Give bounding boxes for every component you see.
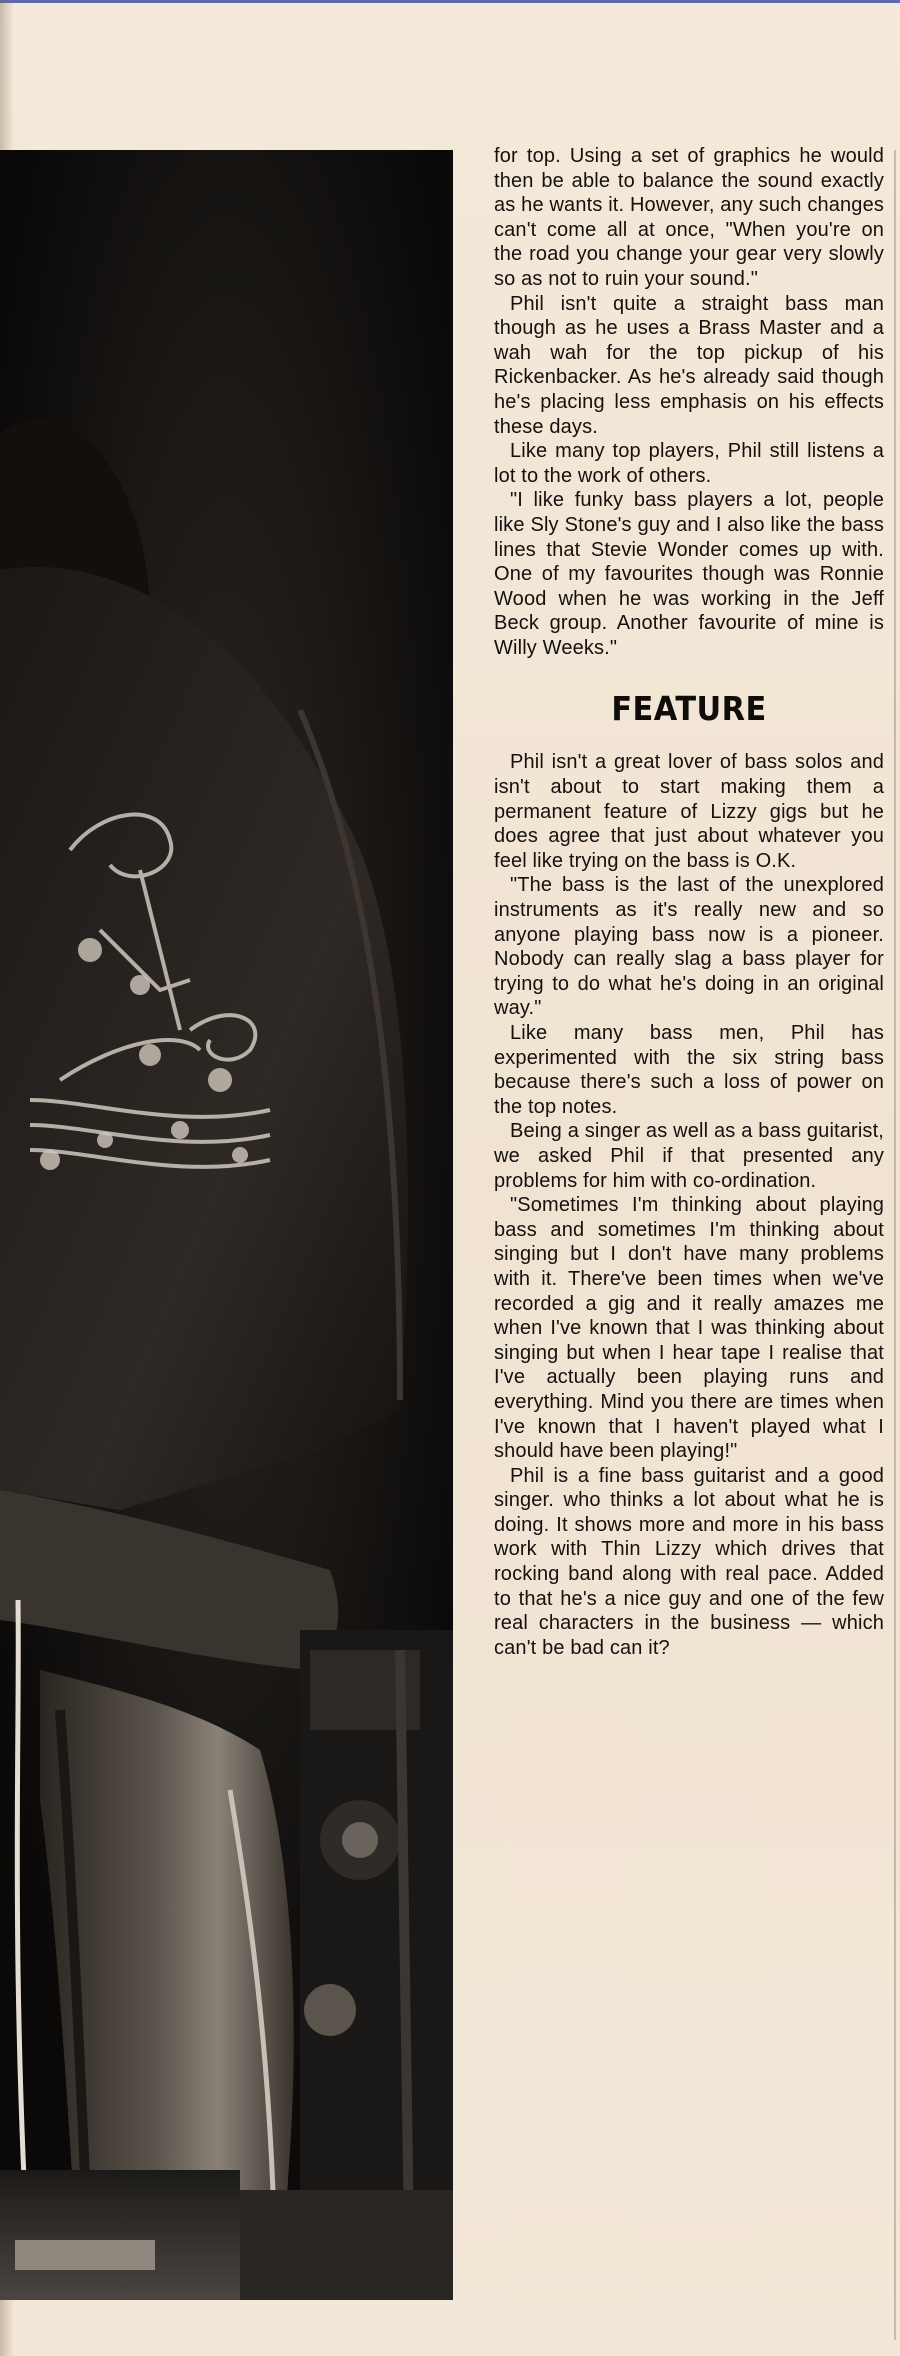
page-top-edge	[0, 0, 900, 3]
article-paragraph: Being a singer as well as a bass guitarist, we asked Phil if that presented any problems for him with co-ordination.	[494, 1120, 884, 1192]
article-paragraph: for top. Using a set of graphics he would then be able to balance the sound exactly as he wants it. However, any such changes can't come all at once, "When you're on the road you change your gear very slowly so as not to ruin your sound."	[494, 145, 884, 290]
article-paragraph: Phil is a fine bass guitarist and a good singer. who thinks a lot about what he is doing. It shows more and more in his bass work with Thin Lizzy which drives that rocking band along with real pace. Added to that he's a nice guy and one of the few real characters in the business — which can't be bad can it?	[494, 1464, 884, 1659]
article-paragraph: "I like funky bass players a lot, people like Sly Stone's guy and I also like the bass lines that Stevie Wonder comes up with. One of my favourites though was Ronnie Wood when he was working in the Jeff Beck group. Another favourite of mine is Willy Weeks."	[494, 489, 884, 659]
bass-player-photo	[0, 150, 453, 2300]
column-edge-rule	[894, 150, 896, 2340]
section-subheading: FEATURE	[611, 689, 767, 729]
article-paragraph: Phil isn't a great lover of bass solos and isn't about to start making them a permanent feature of Lizzy gigs but he does agree that just about whatever you feel like trying on the bass is O.K.	[494, 751, 884, 872]
article-paragraph: "Sometimes I'm thinking about playing bass and sometimes I'm thinking about singing but I don't have many problems with it. There've been times when we've recorded a gig and it really amazes me when I've known that I was thinking about singing but when I hear tape I realise that I've actually been playing runs and everything. Mind you there are times when I've known that I haven't played what I should have been playing!"	[494, 1194, 884, 1463]
article-paragraph: Phil isn't quite a straight bass man though as he uses a Brass Master and a wah wah for the top pickup of his Rickenbacker. As he's already said though he's placing less emphasis on his effects these days.	[494, 292, 884, 438]
photo-illustration	[0, 150, 453, 2300]
article-column	[494, 144, 884, 1660]
article-paragraph: Like many bass men, Phil has experimented with the six string bass because there's such a loss of power on the top notes.	[494, 1022, 884, 1118]
article-paragraph: Like many top players, Phil still listens a lot to the work of others.	[494, 440, 884, 487]
article-paragraph: "The bass is the last of the unexplored instruments as it's really new and so anyone playing bass now is a pioneer. Nobody can really slag a bass player for trying to do what he's doing in an original way."	[494, 874, 884, 1020]
